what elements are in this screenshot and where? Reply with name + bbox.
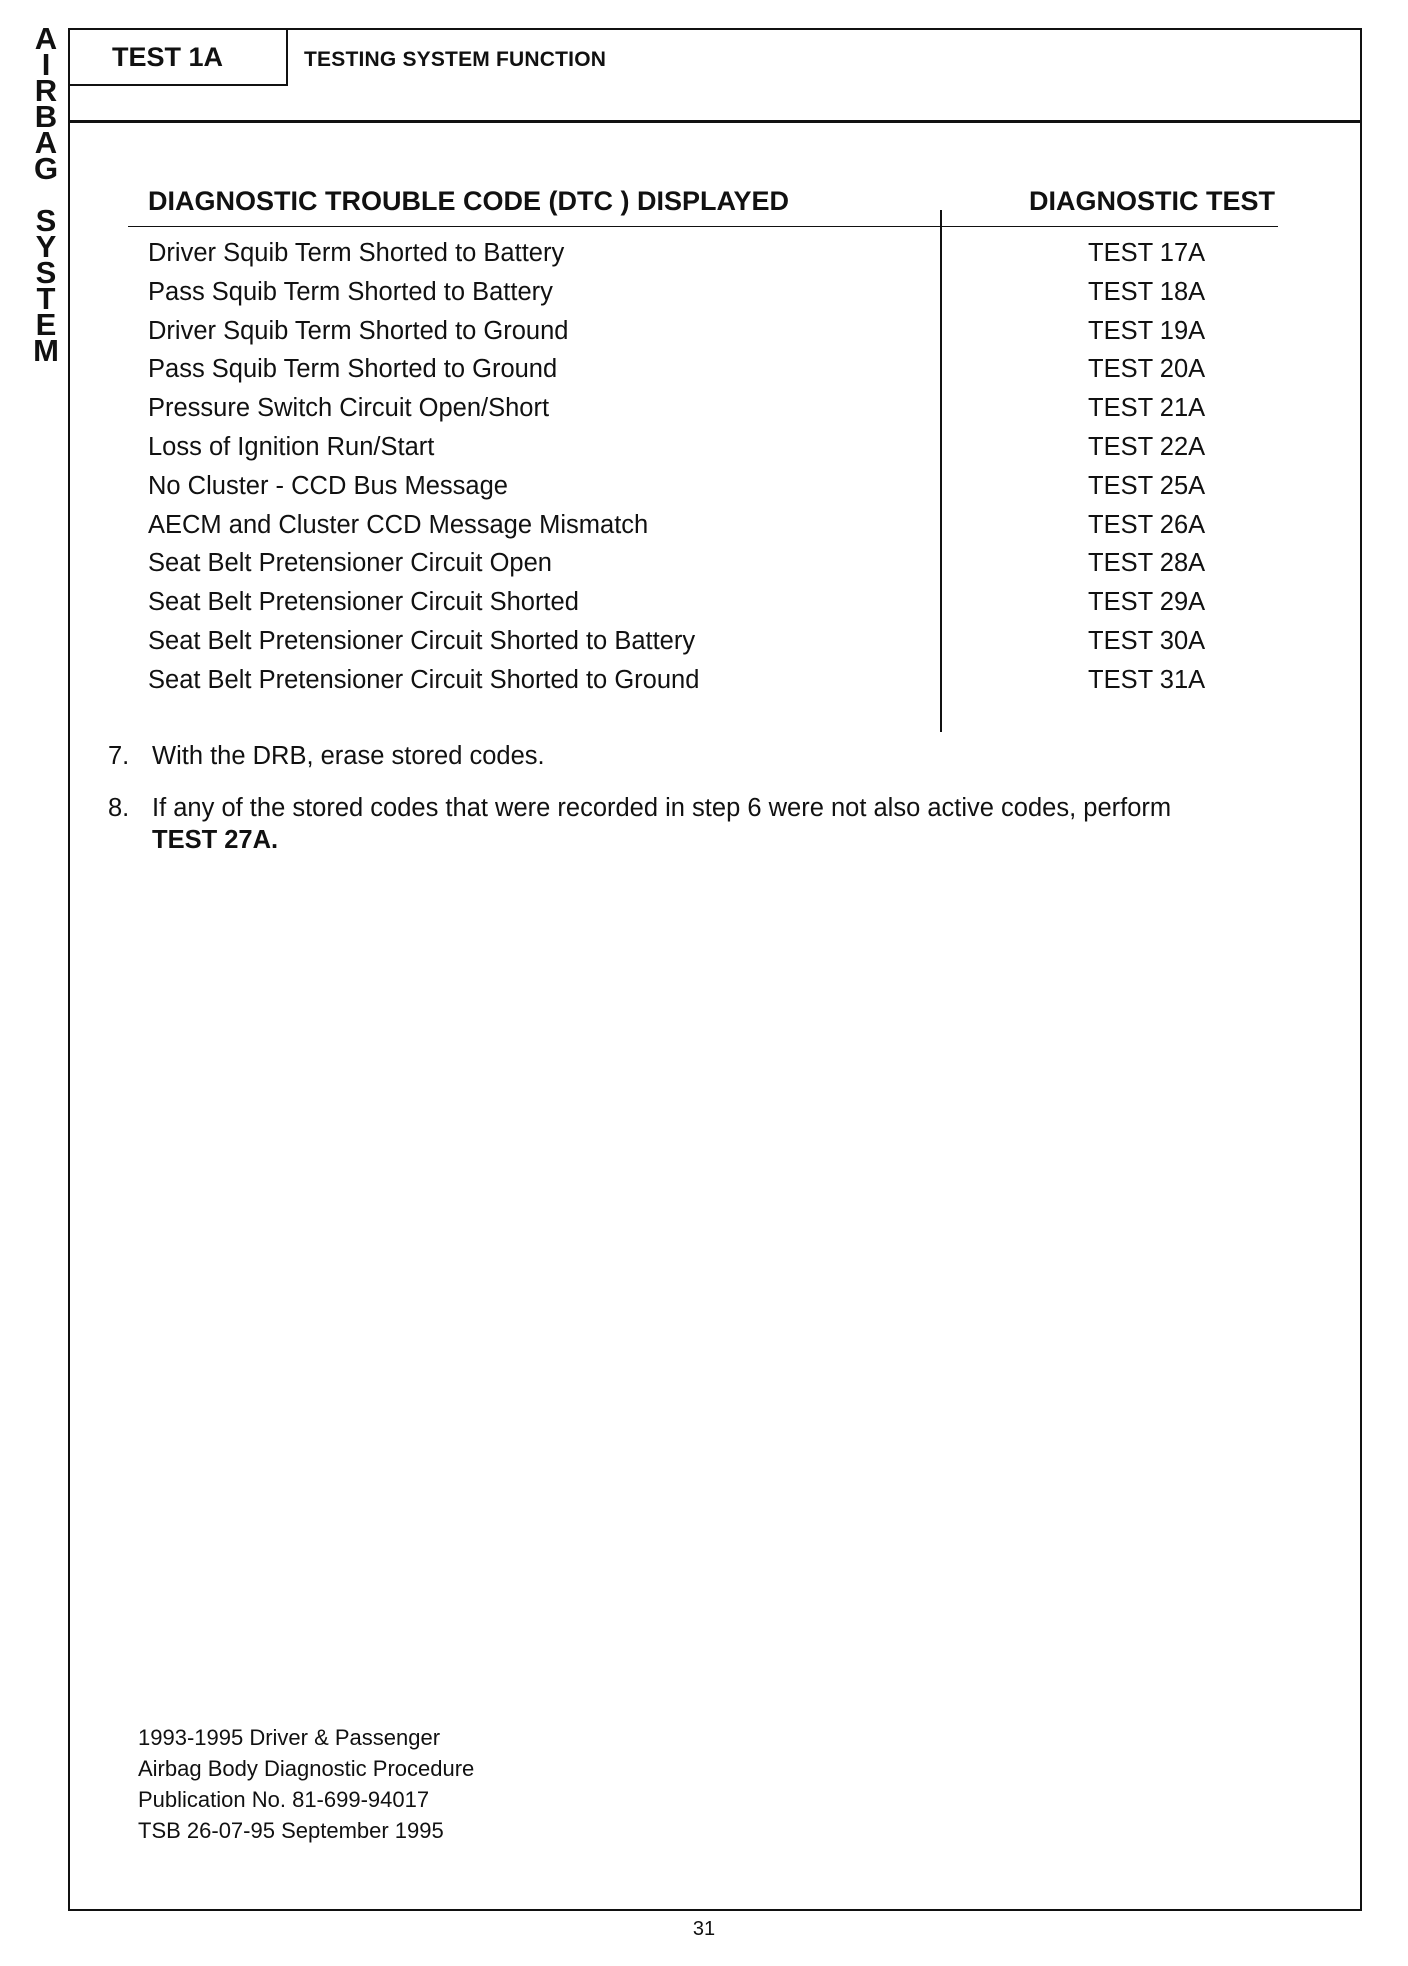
dtc-cell: No Cluster - CCD Bus Message	[148, 471, 508, 500]
side-letter: A	[34, 125, 58, 160]
procedure-steps	[108, 740, 1338, 876]
step-item	[108, 792, 1338, 856]
dtc-cell: Driver Squib Term Shorted to Battery	[148, 239, 565, 267]
side-letter: Y	[35, 229, 57, 264]
test-id-box: TEST 1A	[70, 30, 288, 86]
test-cell: TEST 18A	[1088, 277, 1206, 306]
table-row	[128, 392, 1298, 431]
table-row	[128, 431, 1298, 470]
table-row	[128, 664, 1298, 703]
table-row	[128, 237, 1298, 276]
side-letter: S	[35, 203, 57, 238]
side-title-airbag-system	[28, 21, 64, 368]
page-frame	[68, 28, 1362, 1911]
side-letter: E	[35, 307, 57, 342]
test-cell: TEST 26A	[1088, 510, 1206, 539]
table-row	[128, 547, 1298, 586]
step-test-reference: TEST 27A.	[152, 826, 279, 854]
table-row	[128, 586, 1298, 625]
dtc-cell: Seat Belt Pretensioner Circuit Shorted to Ground	[148, 665, 700, 694]
table-row	[128, 276, 1298, 315]
publication-line: TSB 26-07-95 September 1995	[138, 1818, 444, 1843]
side-letter: B	[34, 99, 58, 134]
side-letter: I	[41, 47, 51, 82]
step-number: 7.	[108, 742, 130, 770]
column-header-dtc: DIAGNOSTIC TROUBLE CODE (DTC ) DISPLAYED	[148, 186, 790, 216]
table-header	[128, 180, 1278, 227]
dtc-cell: AECM and Cluster CCD Message Mismatch	[148, 510, 649, 539]
side-letter: M	[33, 333, 59, 368]
dtc-cell: Seat Belt Pretensioner Circuit Shorted to Battery	[148, 626, 696, 655]
test-cell: TEST 29A	[1088, 588, 1206, 617]
table-row	[128, 625, 1298, 664]
table-body	[128, 237, 1298, 703]
dtc-cell: Loss of Ignition Run/Start	[148, 432, 435, 461]
test-cell: TEST 25A	[1088, 471, 1206, 500]
step-text: With the DRB, erase stored codes.	[152, 742, 545, 770]
dtc-cell: Pass Squib Term Shorted to Ground	[148, 355, 558, 384]
side-letter: G	[33, 151, 59, 186]
publication-line: Airbag Body Diagnostic Procedure	[138, 1756, 475, 1781]
step-text: If any of the stored codes that were recorded in step 6 were not also active codes, perform	[152, 794, 1172, 822]
table-row	[128, 315, 1298, 354]
page-number: 31	[692, 1918, 716, 1940]
step-item	[108, 740, 1338, 772]
dtc-cell: Pass Squib Term Shorted to Battery	[148, 277, 553, 306]
table-row	[128, 353, 1298, 392]
side-letter: T	[36, 281, 56, 316]
table-row	[128, 470, 1298, 509]
publication-line: Publication No. 81-699-94017	[138, 1787, 430, 1812]
table-row	[128, 509, 1298, 548]
dtc-cell: Seat Belt Pretensioner Circuit Open	[148, 549, 552, 578]
test-cell: TEST 17A	[1088, 239, 1206, 267]
publication-line: 1993-1995 Driver & Passenger	[138, 1725, 441, 1750]
dtc-cell: Driver Squib Term Shorted to Ground	[148, 316, 569, 345]
test-cell: TEST 22A	[1088, 432, 1206, 461]
header-band	[70, 30, 1360, 123]
side-letter: R	[34, 73, 58, 108]
publication-info	[138, 1722, 474, 1846]
side-letter: A	[34, 21, 58, 56]
test-cell: TEST 30A	[1088, 626, 1206, 655]
test-cell: TEST 19A	[1088, 316, 1206, 345]
test-cell: TEST 28A	[1088, 549, 1206, 578]
dtc-cell: Seat Belt Pretensioner Circuit Shorted	[148, 588, 579, 617]
column-header-test: DIAGNOSTIC TEST	[1029, 186, 1276, 216]
dtc-cell: Pressure Switch Circuit Open/Short	[148, 394, 550, 423]
dtc-table	[128, 180, 1298, 703]
test-cell: TEST 20A	[1088, 355, 1206, 384]
test-title: TESTING SYSTEM FUNCTION	[304, 48, 607, 71]
step-number: 8.	[108, 794, 130, 822]
side-letter: S	[35, 255, 57, 290]
test-cell: TEST 31A	[1088, 665, 1206, 694]
test-cell: TEST 21A	[1088, 394, 1206, 423]
